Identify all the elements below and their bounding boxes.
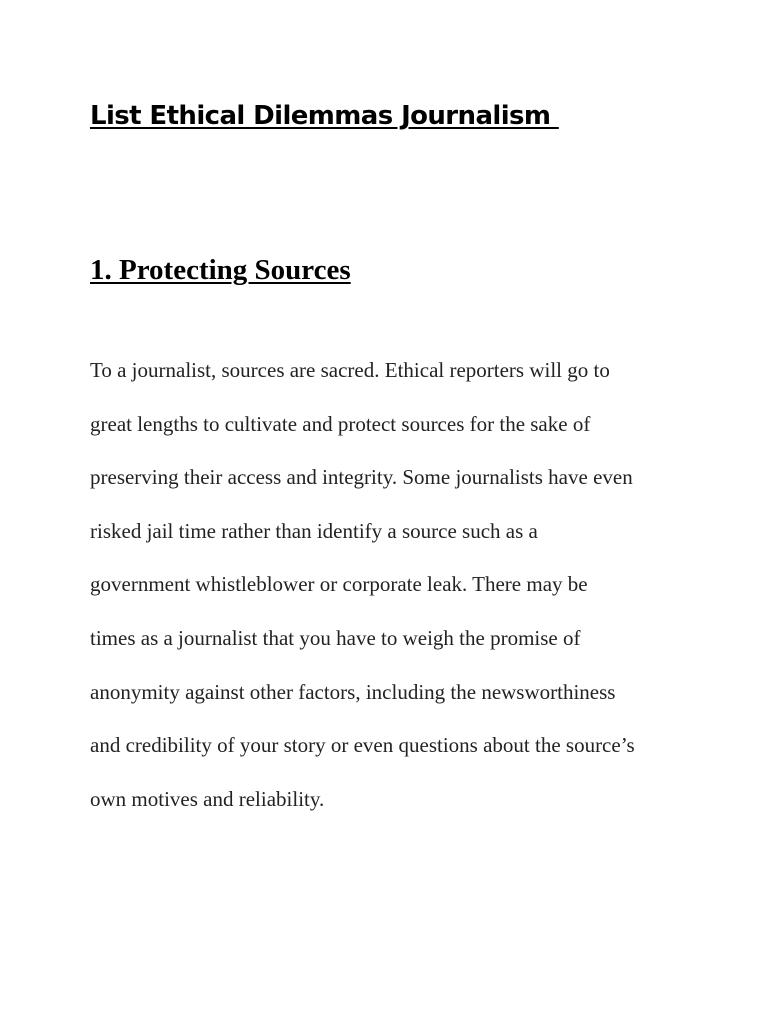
paragraph-line: preserving their access and integrity. Some journalists have even bbox=[90, 465, 633, 490]
paragraph-line: own motives and reliability. bbox=[90, 786, 325, 811]
section-heading: 1. Protecting Sources bbox=[90, 254, 351, 286]
paragraph-line: great lengths to cultivate and protect sources for the sake of bbox=[90, 411, 591, 436]
document-title: List Ethical Dilemmas Journalism bbox=[90, 101, 559, 131]
paragraph-line: anonymity against other factors, including the newsworthiness bbox=[90, 679, 616, 704]
paragraph-line: government whistleblower or corporate leak. There may be bbox=[90, 572, 588, 597]
paragraph-line: To a journalist, sources are sacred. Ethical reporters will go to bbox=[90, 358, 610, 382]
paragraph-line: times as a journalist that you have to weigh the promise of bbox=[90, 625, 581, 650]
paragraph-line: and credibility of your story or even questions about the source’s bbox=[90, 733, 635, 758]
paragraph-line: risked jail time rather than identify a source such as a bbox=[90, 518, 538, 543]
section-paragraph bbox=[90, 344, 635, 826]
